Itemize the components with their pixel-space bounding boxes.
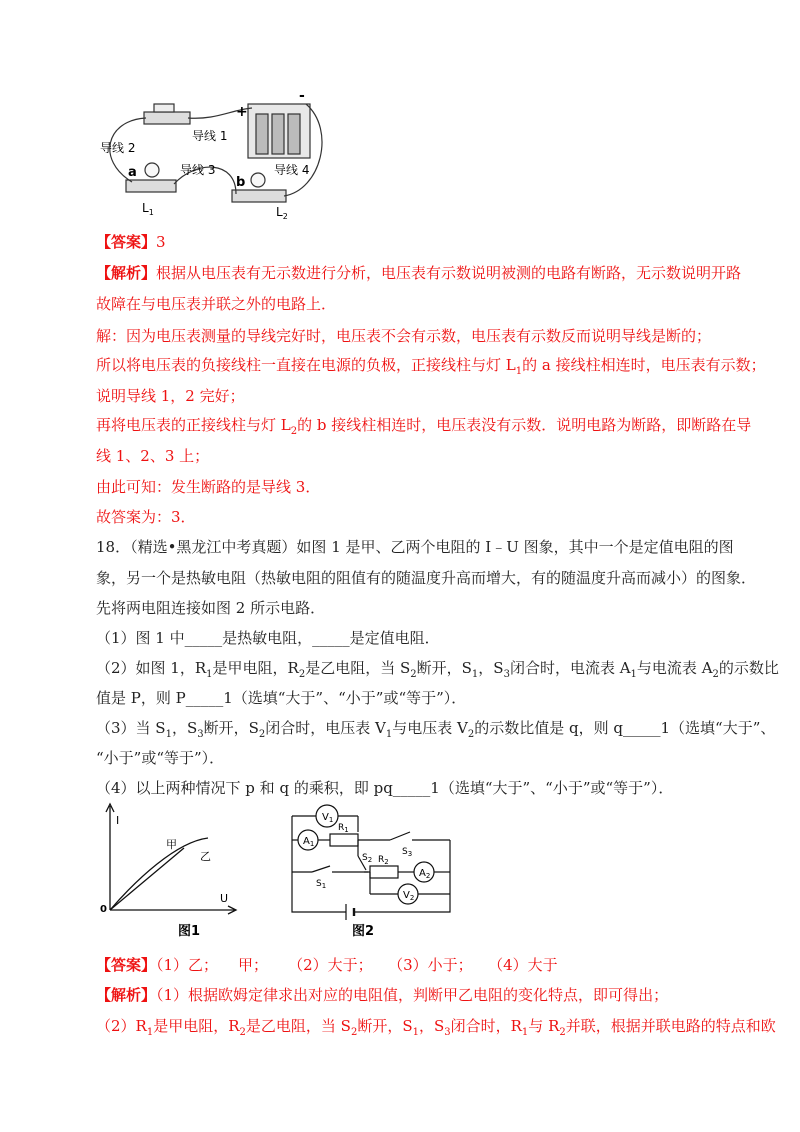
y-axis-label: I (116, 814, 120, 827)
q18-part-2-line-2: 值是 P，则 P_____1（选填“大于”、“小于”或“等于”）． (96, 689, 467, 707)
s2-label: $S_2$ (362, 853, 373, 864)
resistor-r2 (370, 866, 398, 878)
q17-analysis-line-1 (96, 263, 741, 283)
q17-solution-line-3: 说明导线 1，2 完好； (96, 387, 245, 405)
a2-label: $A_2$ (419, 868, 431, 880)
q18-part-3-line-2: “小于”或“等于”）． (96, 749, 225, 767)
series-yi-curve (110, 838, 208, 910)
s3-label: $S_3$ (402, 847, 413, 858)
lamp-bulb-1 (145, 163, 159, 177)
r2-label: $R_2$ (378, 855, 389, 866)
q18-analysis-line-2: $(2)R_1$是甲电阻，$R_2$是乙电阻，当 $S_2$断开，$S_1$，$S_3$闭合时，$R_1$与 $R_2$并联，根据并联电路的特点和欧 (96, 1017, 776, 1038)
q18-intro-line-3: 先将两电阻连接如图 2 所示电路． (96, 599, 326, 617)
answer-part-1b: 甲； (238, 956, 269, 974)
q17-solution-line-5: 线 1、2、3 上； (96, 447, 210, 465)
q18-intro-line-1: 18．（精选•黑龙江中考真题）如图 1 是甲、乙两个电阻的 I﹣U 图象，其中一个是定值电阻的图 (96, 538, 734, 556)
q17-analysis-line-2: 故障在与电压表并联之外的电路上． (96, 295, 337, 313)
q17-solution-line-7: 故答案为：3． (96, 508, 196, 526)
switch-blade (154, 104, 174, 112)
answer-part-4: （4）大于 (488, 956, 558, 974)
lamp-board-1 (126, 180, 176, 192)
series-yi-label: 乙 (200, 850, 211, 863)
circuit-photo-figure (96, 90, 326, 220)
q18-answer (96, 955, 558, 975)
terminal-a-label: a (128, 165, 137, 180)
a1-label: $A_1$ (303, 836, 315, 848)
wire-1-label: 导线 1 (192, 129, 228, 143)
answer-part-1a: （1）乙； (156, 956, 219, 974)
answer-part-2: （2）大于； (288, 956, 373, 974)
analysis-tag: 【解析】 (96, 986, 157, 1004)
figure-2-circuit (282, 800, 472, 940)
switch-s1 (312, 866, 330, 872)
q18-part-4: （4）以上两种情况下 p 和 q 的乘积，即 pq_____1（选填“大于”、“小于”或“等于”）． (96, 779, 674, 797)
battery-minus-label: - (299, 90, 305, 104)
answer-part-3: （3）小于； (388, 956, 473, 974)
lamp-board-2 (232, 190, 286, 202)
q18-part-3-line-1: （3）当 $S_1$，$S_3$断开，$S_2$闭合时，电压表 $V_1$与电压表 $V_2$的示数比值是 q，则 q_____1（选填“大于”、 (96, 719, 776, 740)
analysis-tag: 【解析】 (96, 264, 157, 282)
q17-solution-line-2: 所以将电压表的负接线柱一直接在电源的负极，正接线柱与灯 $L_1$的 a 接线柱相连时，电压表有示数； (96, 356, 766, 377)
answer-value: 3 (156, 233, 166, 251)
answer-tag: 【答案】 (96, 956, 157, 974)
switch-s3 (390, 832, 410, 840)
lamp-2-label: $L_2$ (276, 205, 288, 220)
figure-2-caption: 图2 (352, 924, 375, 939)
wire-3-label: 导线 3 (180, 163, 216, 177)
wire-4-label: 导线 4 (274, 163, 310, 177)
battery-plus-label: + (236, 104, 248, 120)
figure-1-caption: 图1 (178, 924, 201, 939)
origin-label: 0 (100, 904, 107, 915)
q17-solution-line-1: 解：因为电压表测量的导线完好时，电压表不会有示数，电压表有示数反而说明导线是断的； (96, 327, 712, 345)
q17-answer (96, 232, 166, 252)
q17-solution-line-6: 由此可知：发生断路的是导线 3． (96, 478, 321, 496)
x-axis-label: U (220, 892, 229, 905)
figure-1-iu-graph (96, 800, 246, 940)
wire-2-label: 导线 2 (100, 141, 136, 155)
series-jia-label: 甲 (166, 838, 177, 851)
analysis-text: 根据从电压表有无示数进行分析，电压表有示数说明被测的电路有断路，无示数说明开路 (156, 264, 742, 282)
switch-board (144, 112, 190, 124)
q17-solution-line-4: 再将电压表的正接线柱与灯 $L_2$的 b 接线柱相连时，电压表没有示数．说明电路为断路，即断路在导 (96, 416, 752, 437)
answer-tag: 【答案】 (96, 233, 157, 251)
v1-label: $V_1$ (322, 812, 334, 824)
q18-part-2-line-1: （2）如图 1，$R_1$是甲电阻，$R_2$是乙电阻，当 $S_2$断开，$S_1$，$S_3$闭合时，电流表 $A_1$与电流表 $A_2$的示数比 (96, 659, 779, 680)
series-jia-line (110, 848, 184, 910)
lamp-1-label: $L_1$ (142, 201, 154, 217)
q18-part-1: （1）图 1 中_____是热敏电阻，_____是定值电阻． (96, 629, 440, 647)
terminal-b-label: b (236, 175, 246, 190)
resistor-r1 (330, 834, 358, 846)
v2-label: $V_2$ (403, 890, 415, 902)
s1-label: $S_1$ (316, 879, 327, 890)
lamp-bulb-2 (251, 173, 265, 187)
q18-analysis-line-1: 【解析】（1）根据欧姆定律求出对应的电阻值，判断甲乙电阻的变化特点，即可得出； (96, 986, 669, 1004)
r1-label: $R_1$ (338, 823, 349, 834)
q18-intro-line-2: 象，另一个是热敏电阻（热敏电阻的阻值有的随温度升高而增大，有的随温度升高而减小）的图象． (96, 569, 757, 587)
